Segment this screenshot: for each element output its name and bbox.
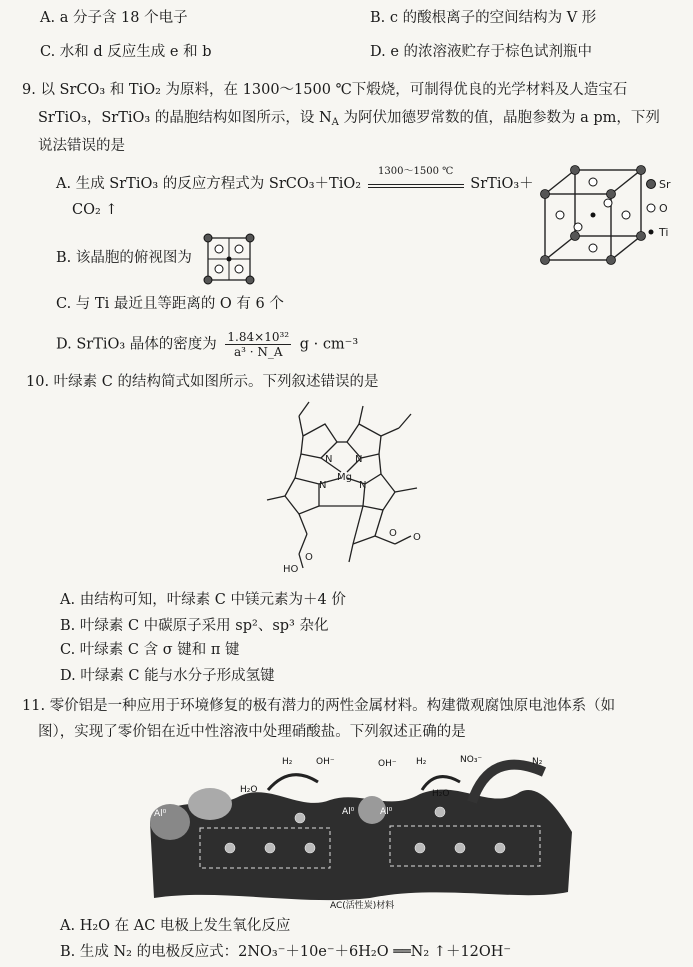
reaction-condition: 1300～1500 ℃	[378, 166, 454, 177]
o-label-3: O	[305, 552, 313, 563]
label-al-mid: Al⁰	[342, 807, 355, 817]
label-al-right: Al⁰	[380, 807, 393, 817]
label-oh-right: OH⁻	[378, 759, 397, 769]
n-label-3: N	[359, 480, 367, 491]
q9-option-a: A. 生成 SrTiO₃ 的反应方程式为 SrCO₃＋TiO₂ 1300～1500 ℃ SrTiO₃＋	[56, 174, 534, 194]
label-n2: N₂	[532, 757, 543, 767]
q11-option-b: B. 生成 N₂ 的电极反应式：2NO₃⁻＋10e⁻＋6H₂O ══N₂ ↑＋12OH⁻	[60, 944, 512, 960]
label-al-left: Al⁰	[154, 809, 167, 819]
legend-sr: Sr	[659, 178, 671, 191]
q10-option-b: B. 叶绿素 C 中碳原子采用 sp²、sp³ 杂化	[60, 618, 329, 634]
q11-option-a: A. H₂O 在 AC 电极上发生氧化反应	[60, 918, 291, 934]
q9-option-a-cont: CO₂ ↑	[72, 202, 118, 218]
q11-stem-line2: 图），实现了零价铝在近中性溶液中处理硝酸盐。下列叙述正确的是	[38, 724, 466, 740]
q9-stem-line2: SrTiO₃，SrTiO₃ 的晶胞结构如图所示，设 $N_A$ 为阿伏加德罗常数的值，晶胞参数为 a pm，下列	[38, 110, 660, 128]
n-label-2: N	[355, 454, 363, 465]
q8-option-c: C. 水和 d 反应生成 e 和 b	[40, 44, 212, 60]
legend-o: O	[659, 202, 668, 215]
q9-option-c: C. 与 Ti 最近且等距离的 O 有 6 个	[56, 296, 284, 312]
q11-stem-line1: 11. 零价铝是一种应用于环境修复的极有潜力的两性金属材料。构建微观腐蚀原电池体系（如	[22, 698, 616, 714]
q8-option-b: B. c 的酸根离子的空间结构为 V 形	[370, 10, 597, 26]
q9-stem-line3: 说法错误的是	[38, 138, 125, 154]
n-label-1: N	[325, 454, 333, 465]
label-oh-left: OH⁻	[316, 757, 335, 767]
label-h2-left: H₂	[282, 757, 293, 767]
label-h2o-left: H₂O	[240, 785, 258, 795]
top-view-diagram	[202, 232, 256, 286]
q8-option-d: D. e 的浓溶液贮存于棕色试剂瓶中	[370, 44, 593, 60]
o-label-2: O	[413, 532, 421, 543]
corrosion-cell-diagram	[140, 752, 580, 910]
q9-stem-line1: 9. 以 SrCO₃ 和 TiO₂ 为原料，在 1300～1500 ℃下煅烧，可制得优良的光学材料及人造宝石	[22, 82, 628, 98]
ho-label: HO	[283, 564, 299, 575]
q10-option-a: A. 由结构可知，叶绿素 C 中镁元素为＋4 价	[60, 592, 346, 608]
q9-option-d: D. SrTiO₃ 晶体的密度为 $\frac{\text{1.84×10³²}}{\text{a³ · N\_A}}$ g · cm⁻³	[56, 330, 359, 359]
label-h2-right: H₂	[416, 757, 427, 767]
q10-stem: 10. 叶绿素 C 的结构简式如图所示。下列叙述错误的是	[26, 374, 379, 390]
unit-cell-diagram	[535, 162, 685, 272]
density-numerator: 1.84×10³²	[227, 330, 290, 344]
mg-label: Mg	[337, 472, 352, 483]
q10-option-d: D. 叶绿素 C 能与水分子形成氢键	[60, 668, 275, 684]
chlorophyll-structure	[255, 396, 455, 578]
label-ac-material: AC(活性炭)材料	[330, 901, 395, 910]
label-no3: NO₃⁻	[460, 755, 483, 765]
label-h2o-right: H₂O	[432, 789, 450, 799]
n-label-4: N	[319, 480, 327, 491]
q10-option-c: C. 叶绿素 C 含 σ 键和 π 键	[60, 642, 240, 658]
legend-ti: Ti	[659, 226, 669, 239]
o-label-1: O	[389, 528, 397, 539]
q8-option-a: A. a 分子含 18 个电子	[40, 10, 188, 26]
density-denominator: a³ · N_A	[233, 345, 283, 359]
q9-option-b: B. 该晶胞的俯视图为	[56, 250, 192, 266]
